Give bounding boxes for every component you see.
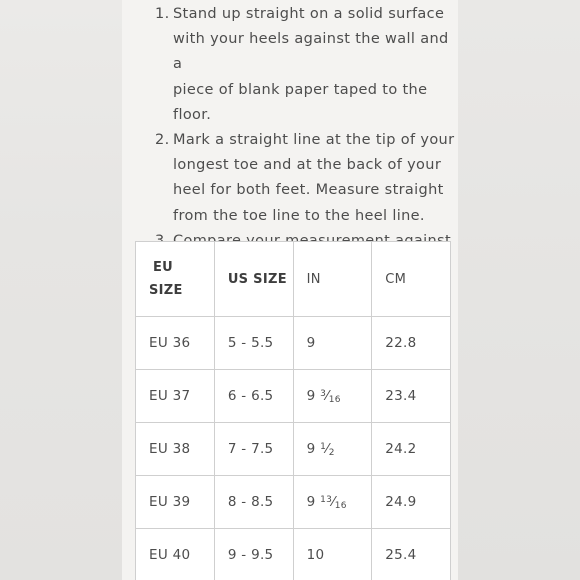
in-fraction: $^{13}⁄_{16}$: [320, 494, 347, 511]
in-whole: 9: [306, 441, 316, 457]
in-fraction: $^1⁄_2$: [320, 441, 335, 458]
step-line: longest toe and at the back of your: [173, 157, 442, 174]
step-number: 2.: [155, 132, 170, 149]
table-row: [136, 476, 451, 529]
cell-in: [293, 423, 372, 476]
in-whole: 9: [306, 388, 316, 404]
cell-in: [293, 476, 372, 529]
fraction-denominator: 2: [328, 448, 335, 458]
step-number: 1.: [155, 6, 170, 22]
header-cm: CM: [372, 242, 451, 317]
header-in: IN: [293, 242, 372, 317]
step-line: heel for both feet. Measure straight: [173, 182, 444, 199]
cell-us: 5 - 5.5: [214, 317, 293, 370]
in-fraction: $^3⁄_{16}$: [320, 388, 341, 405]
fraction-numerator: 1: [320, 442, 327, 452]
fraction-numerator: 3: [320, 389, 327, 399]
cell-eu: EU 36: [136, 317, 215, 370]
step-line: piece of blank paper taped to the floor.: [173, 81, 428, 123]
size-chart-table: [135, 241, 451, 580]
step-line: from the toe line to the heel line.: [173, 207, 425, 224]
header-eu-line: SIZE: [149, 283, 183, 298]
header-eu-size: [136, 242, 215, 317]
cell-eu: EU 37: [136, 370, 215, 423]
instruction-step: [155, 2, 455, 128]
background-left: [0, 0, 122, 580]
instruction-step: [155, 128, 455, 229]
table-row: [136, 529, 451, 580]
in-whole: 10: [306, 547, 325, 563]
step-line: with your heels against the wall and a: [173, 31, 449, 73]
cell-us: 8 - 8.5: [214, 476, 293, 529]
cell-eu: EU 40: [136, 529, 215, 580]
cell-in: [293, 317, 372, 370]
cell-cm: 23.4: [372, 370, 451, 423]
fraction-denominator: 16: [334, 501, 347, 511]
header-us-size: US SIZE: [214, 242, 293, 317]
table-header-row: [136, 242, 451, 317]
cell-cm: 24.9: [372, 476, 451, 529]
cell-eu: EU 39: [136, 476, 215, 529]
in-whole: 9: [306, 494, 316, 510]
background-right: [458, 0, 580, 580]
cell-us: 7 - 7.5: [214, 423, 293, 476]
fraction-denominator: 16: [328, 395, 341, 405]
cell-eu: EU 38: [136, 423, 215, 476]
cell-cm: 24.2: [372, 423, 451, 476]
cell-us: 9 - 9.5: [214, 529, 293, 580]
table-row: [136, 370, 451, 423]
cell-in: [293, 529, 372, 580]
in-whole: 9: [306, 335, 316, 351]
fraction-numerator: 13: [320, 495, 333, 505]
cell-cm: 22.8: [372, 317, 451, 370]
cell-us: 6 - 6.5: [214, 370, 293, 423]
step-line: Mark a straight line at the tip of your: [173, 132, 455, 149]
measuring-instructions: [155, 2, 455, 279]
cell-cm: 25.4: [372, 529, 451, 580]
header-eu-line: EU: [153, 260, 174, 275]
step-line: Stand up straight on a solid surface: [173, 6, 445, 22]
cell-in: [293, 370, 372, 423]
table-row: [136, 317, 451, 370]
table-row: [136, 423, 451, 476]
